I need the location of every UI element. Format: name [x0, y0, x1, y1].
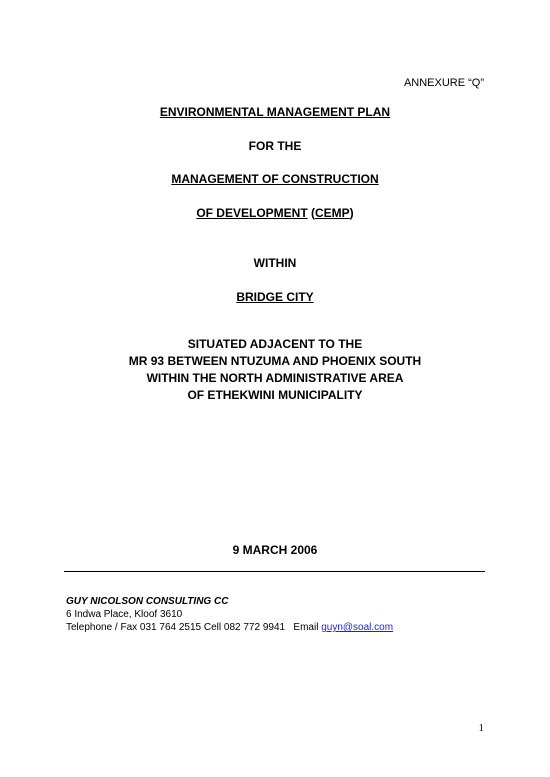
phone-text: Telephone / Fax 031 764 2515 Cell 082 772 9941	[66, 622, 286, 633]
situated-line-2: MR 93 BETWEEN NTUZUMA AND PHOENIX SOUTH	[128, 354, 422, 368]
page-number: 1	[478, 722, 484, 734]
title-line-2: FOR THE	[248, 139, 302, 153]
situated-line-4: OF ETHEKWINI MUNICIPALITY	[187, 388, 363, 402]
situated-line-1: SITUATED ADJACENT TO THE	[187, 337, 363, 351]
situated-block	[0, 336, 550, 404]
title-line-4-close-paren: )	[349, 206, 354, 220]
document-date: 9 MARCH 2006	[232, 543, 318, 557]
title-line-4	[0, 206, 550, 220]
title-line-3: MANAGEMENT OF CONSTRUCTION	[171, 172, 379, 186]
company-address: 6 Indwa Place, Kloof 3610	[66, 609, 183, 620]
title-within: WITHIN	[253, 256, 297, 270]
company-name: GUY NICOLSON CONSULTING CC	[66, 596, 229, 607]
contact-line	[66, 621, 393, 634]
email-link[interactable]: guyn@soal.com	[321, 622, 394, 633]
email-label: Email	[293, 622, 319, 633]
horizontal-rule	[64, 571, 485, 572]
title-line-4-open-paren: (	[311, 206, 315, 220]
footer-contact	[66, 595, 393, 634]
title-line-4-main: OF DEVELOPMENT	[196, 206, 308, 220]
title-line-1: ENVIRONMENTAL MANAGEMENT PLAN	[159, 105, 391, 119]
title-line-4-abbr: CEMP	[315, 206, 350, 220]
title-place: BRIDGE CITY	[236, 290, 314, 304]
annexure-label: ANNEXURE “Q”	[403, 77, 484, 89]
situated-line-3: WITHIN THE NORTH ADMINISTRATIVE AREA	[146, 371, 404, 385]
